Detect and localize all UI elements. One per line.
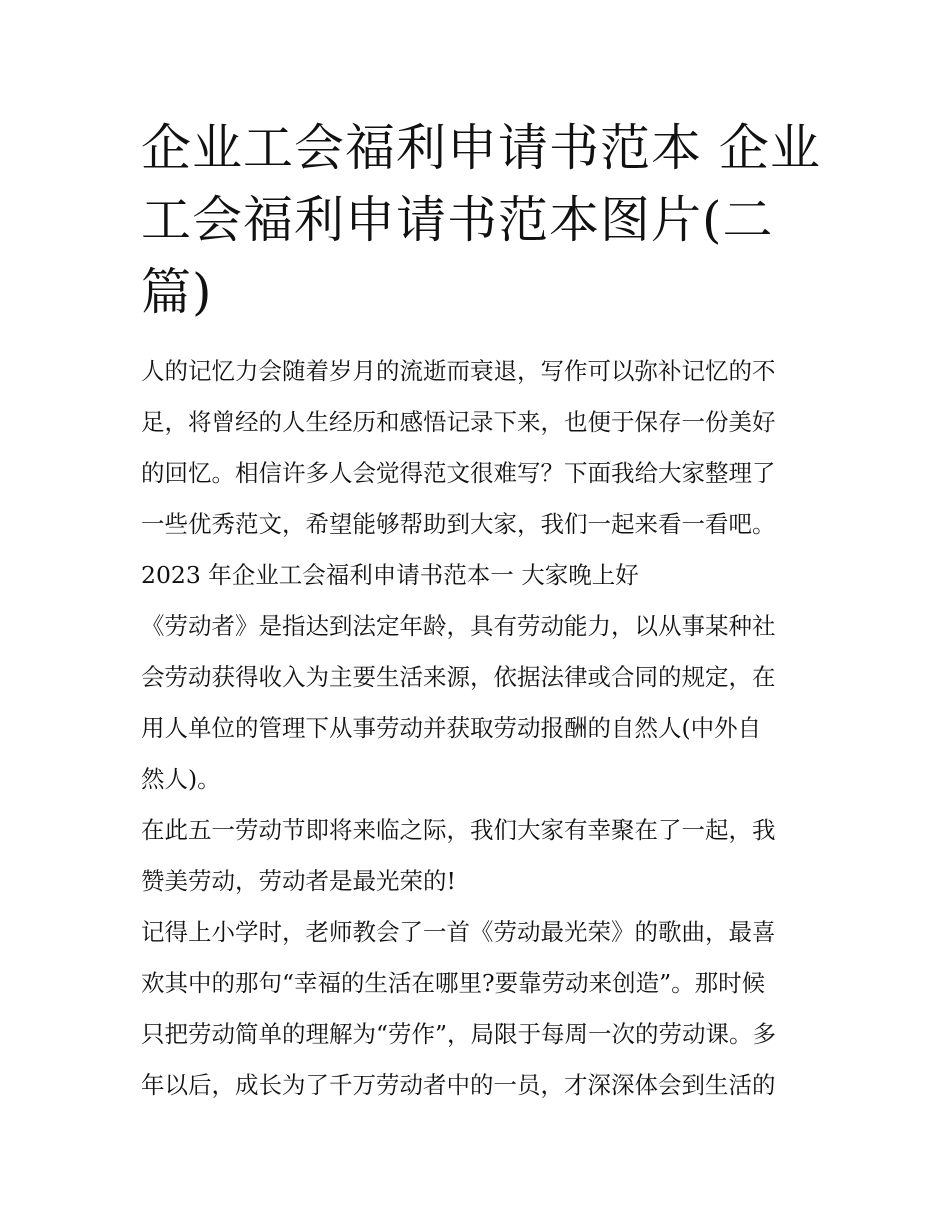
title-line: 工会福利申请书范本图片(二: [141, 191, 774, 249]
text-line: 一些优秀范文，希望能够帮助到大家，我们一起来看一看吧。: [141, 510, 776, 538]
text-line: 会劳动获得收入为主要生活来源，依据法律或合同的规定，在: [141, 663, 776, 691]
text-line: 欢其中的那句“幸福的生活在哪里?要靠劳动来创造”。那时候: [141, 969, 766, 997]
text-line: 用人单位的管理下从事劳动并获取劳动报酬的自然人(中外自: [141, 714, 762, 742]
document-body: [141, 346, 813, 1111]
text-line: 的回忆。相信许多人会觉得范文很难写？下面我给大家整理了: [141, 459, 776, 487]
text-line: 《劳动者》是指达到法定年龄，具有劳动能力，以从事某种社: [141, 612, 776, 640]
title-line: 企业工会福利申请书范本 企业: [141, 119, 821, 177]
greeting-paragraph: [141, 805, 813, 907]
text-line: 只把劳动简单的理解为“劳作”，局限于每周一次的劳动课。多: [141, 1020, 777, 1048]
section-heading: [141, 550, 813, 601]
text-line: 足，将曾经的人生经历和感悟记录下来，也便于保存一份美好: [141, 408, 776, 436]
text-line: 年以后，成长为了千万劳动者中的一员，才深深体会到生活的: [141, 1071, 776, 1099]
title-line: 篇): [141, 263, 213, 321]
memory-paragraph: [141, 907, 813, 1111]
definition-paragraph: [141, 601, 813, 805]
text-line: 在此五一劳动节即将来临之际，我们大家有幸聚在了一起，我: [141, 816, 776, 844]
text-line: 然人)。: [141, 765, 221, 793]
text-line: 人的记忆力会随着岁月的流逝而衰退，写作可以弥补记忆的不: [141, 357, 776, 385]
text-line: 2023 年企业工会福利申请书范本一 大家晚上好: [141, 561, 639, 589]
text-line: 记得上小学时，老师教会了一首《劳动最光荣》的歌曲，最喜: [141, 918, 776, 946]
intro-paragraph: [141, 346, 813, 550]
text-line: 赞美劳动，劳动者是最光荣的!: [141, 867, 456, 895]
document-title: [141, 112, 821, 328]
document-page: [141, 112, 821, 1111]
